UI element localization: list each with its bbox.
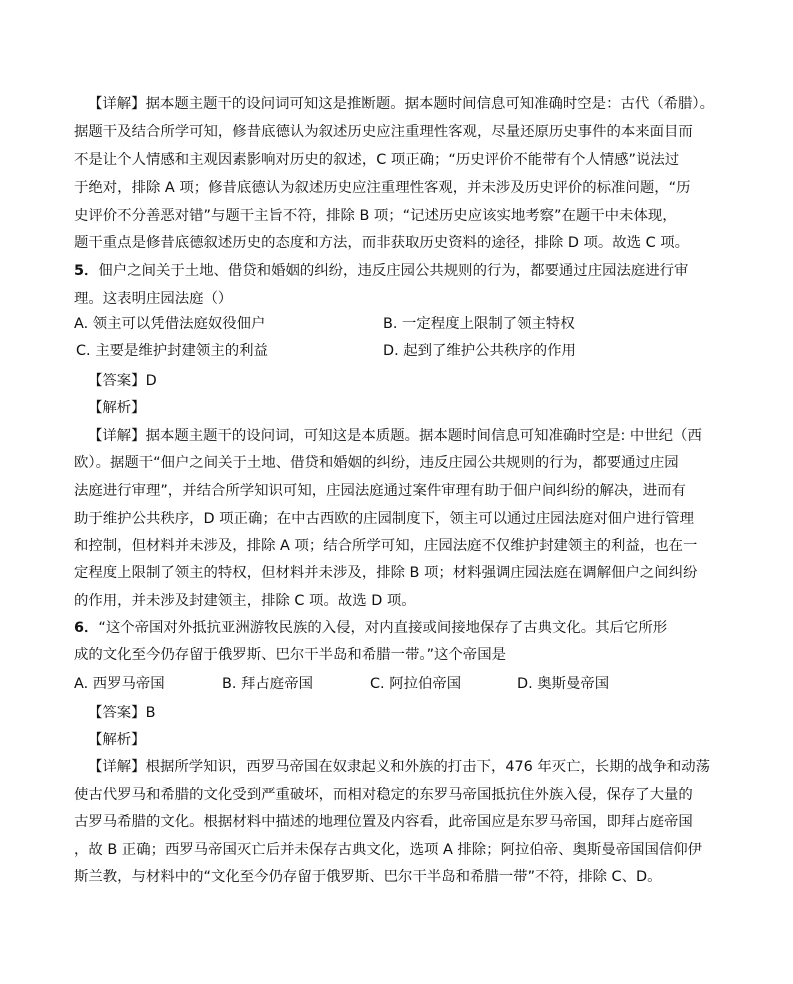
q6-detail-line: 古罗马希腊的文化。根据材料中描述的地理位置及内容看，此帝国应是东罗马帝国，即拜占庭帝国 [74,814,693,830]
q5-stem-text: 佃户之间关于土地、借贷和婚姻的纠纷，违反庄园公共规则的行为，都要通过庄园法庭进行审 [98,263,689,279]
q6-option-a: A. 西罗马帝国 [74,676,165,692]
q5-option-a: A. 领主可以凭借法庭奴役佃户 [74,316,266,332]
q5-option-d: D. 起到了维护公共秩序的作用 [383,343,576,359]
q5-detail-line: 定程度上限制了领主的特权，但材料并未涉及，排除 B 项；材料强调庄园法庭在调解佃户之间纠纷 [74,565,698,581]
q5-option-c: C. 主要是维护封建领主的利益 [76,343,268,359]
q4-detail-line: 据题干及结合所学可知，修昔底德认为叙述历史应注重理性客观，尽量还原历史事件的本来面目而 [74,124,693,140]
q5-detail-line: 的作用，并未涉及封建领主，排除 C 项。故选 D 项。 [74,593,416,609]
q5-analysis-label: 【解析】 [88,400,146,416]
q5-detail-line: 助于维护公共秩序，D 项正确；在中古西欧的庄园制度下，领主可以通过庄园法庭对佃户进行管理 [74,511,695,527]
q6-option-c: C. 阿拉伯帝国 [370,676,462,692]
q6-analysis-label: 【解析】 [88,732,146,748]
q6-option-b: B. 拜占庭帝国 [222,676,313,692]
q5-number: 5． [74,263,99,279]
q5-detail-line: 【详解】据本题主题干的设问词，可知这是本质题。据本题时间信息可知准确时空是: 中世纪（西 [88,428,702,444]
q4-detail-line: 史评价不分善恶对错”与题干主旨不符，排除 B 项；“记述历史应该实地考察”在题干中未体现， [74,208,677,224]
q5-detail-line: 法庭进行审理”，并结合所学知识可知，庄园法庭通过案件审理有助于佃户间纠纷的解决，进而有 [74,483,686,499]
q6-detail-line: 使古代罗马和希腊的文化受到严重破坏，而相对稳定的东罗马帝国抵抗住外族入侵，保存了大量的 [74,787,693,803]
q4-detail-line: 【详解】据本题主题干的设问词可知这是推断题。据本题时间信息可知准确时空是：古代（希腊）。 [88,96,714,112]
q6-stem-text: “这个帝国对外抵抗亚洲游牧民族的入侵，对内直接或间接地保存了古典文化。其后它所形 [98,620,668,636]
q5-answer: 【答案】D [88,373,157,389]
q5-stem [74,261,724,281]
q6-stem [74,618,724,638]
q5-stem-line2: 理。这表明庄园法庭（） [74,291,233,307]
q4-detail-line: 题干重点是修昔底德叙述历史的态度和方法，而非获取历史资料的途径，排除 D 项。故选 C 项。 [74,235,690,251]
q4-detail-line: 不是让个人情感和主观因素影响对历史的叙述，C 项正确；“历史评价不能带有个人情感”说法过 [74,152,680,168]
q5-detail-line: 欧）。据题干“佃户之间关于土地、借贷和婚姻的纠纷，违反庄园公共规则的行为，都要通过庄园 [74,455,679,471]
q4-detail-line: 于绝对，排除 A 项；修昔底德认为叙述历史应注重理性客观，并未涉及历史评价的标准问题，“历 [74,180,691,196]
q6-detail-line: 斯兰教，与材料中的“文化至今仍存留于俄罗斯、巴尔干半岛和希腊一带”不符，排除 C、D。 [74,869,662,885]
q6-number: 6． [74,620,99,636]
q6-stem-line2: 成的文化至今仍存留于俄罗斯、巴尔干半岛和希腊一带。”这个帝国是 [74,647,506,663]
q6-detail-line: ，故 B 正确；西罗马帝国灭亡后并未保存古典文化，选项 A 排除；阿拉伯帝、奥斯曼帝国国信仰伊 [74,842,703,858]
q5-detail-line: 和控制，但材料并未涉及，排除 A 项；结合所学可知，庄园法庭不仅维护封建领主的利益，也在一 [74,538,698,554]
q5-option-b: B. 一定程度上限制了领主特权 [383,316,575,332]
q6-answer: 【答案】B [88,705,156,721]
q6-detail-line: 【详解】根据所学知识，西罗马帝国在奴隶起义和外族的打击下，476 年灭亡，长期的战争和动荡 [88,759,711,775]
q6-option-d: D. 奥斯曼帝国 [517,676,610,692]
